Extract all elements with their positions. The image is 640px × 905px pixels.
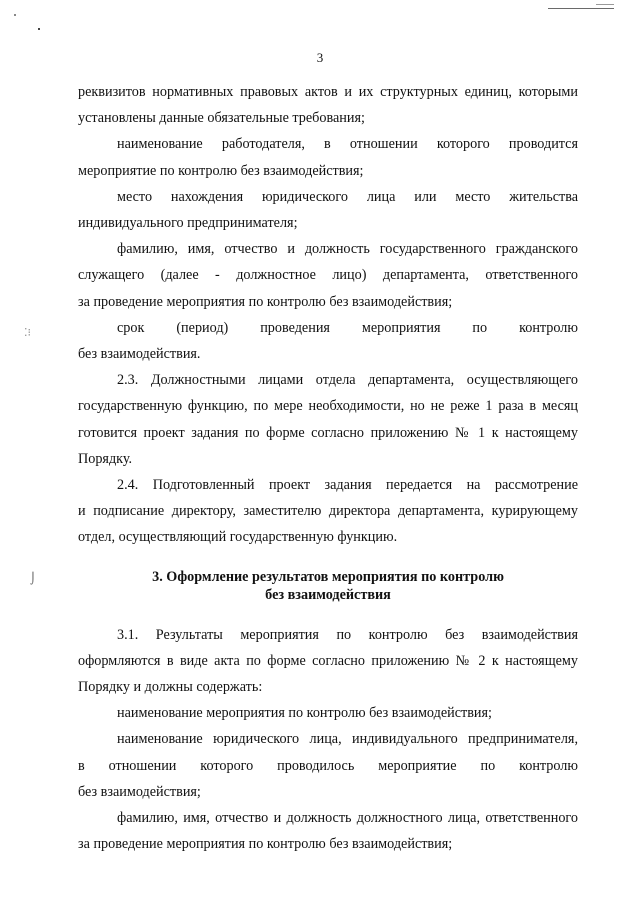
text-line: 3.1. Результаты мероприятия по контролю без взаимодействия <box>117 626 578 643</box>
paragraph <box>78 472 578 551</box>
text-block-section-3 <box>78 622 578 858</box>
section-heading <box>78 568 578 604</box>
scan-dot-left <box>14 14 16 16</box>
paragraph <box>78 315 578 367</box>
text-line: служащего (далее - должностное лицо) департамента, ответственного <box>78 267 578 284</box>
scan-line-top-right <box>548 8 614 9</box>
text-line: Порядку. <box>78 450 133 467</box>
scan-mark-left-2: ⌡ <box>30 572 36 585</box>
paragraph <box>78 700 578 726</box>
section-heading-line-2: без взаимодействия <box>265 586 391 603</box>
paragraph <box>78 131 578 183</box>
text-line: 2.3. Должностными лицами отдела департамента, осуществляющего <box>117 372 578 389</box>
paragraph <box>78 367 578 472</box>
text-line: наименование работодателя, в отношении которого проводится <box>117 136 578 153</box>
paragraph <box>78 622 578 701</box>
text-line: готовится проект задания по форме согласно приложению № 1 к настоящему <box>78 424 578 441</box>
paragraph <box>78 236 578 315</box>
page-number: 3 <box>316 50 324 65</box>
text-line: в отношении которого проводилось мероприятие по контролю <box>78 757 578 774</box>
text-line: фамилию, имя, отчество и должность должностного лица, ответственного <box>117 810 578 827</box>
paragraph <box>78 184 578 236</box>
scan-line-top-right-2 <box>596 4 614 5</box>
text-line: фамилию, имя, отчество и должность государственного гражданского <box>117 241 578 258</box>
section-heading-line-1: 3. Оформление результатов мероприятия по контролю <box>152 568 504 585</box>
paragraph <box>78 726 578 805</box>
document-body <box>78 79 578 857</box>
paragraph <box>78 805 578 857</box>
text-line: оформляются в виде акта по форме согласно приложению № 2 к настоящему <box>78 652 578 669</box>
text-line: срок (период) проведения мероприятия по контролю <box>117 319 578 336</box>
text-line: наименование юридического лица, индивидуального предпринимателя, <box>117 731 578 748</box>
text-line: и подписание директору, заместителю директора департамента, курирующему <box>78 503 578 520</box>
text-line: наименование мероприятия по контролю без взаимодействия; <box>117 705 492 722</box>
text-line: место нахождения юридического лица или место жительства <box>117 188 578 205</box>
paragraph <box>78 79 578 131</box>
text-block-section-2 <box>78 79 578 551</box>
text-line: установлены данные обязательные требования; <box>78 110 365 127</box>
text-line: отдел, осуществляющий государственную функцию. <box>78 529 398 546</box>
text-line: государственную функцию, по мере необходимости, но не реже 1 раза в месяц <box>78 398 578 415</box>
text-line: индивидуального предпринимателя; <box>78 215 298 232</box>
text-line: без взаимодействия. <box>78 346 201 363</box>
text-line: мероприятие по контролю без взаимодействия; <box>78 162 364 179</box>
scan-dot-top-left <box>38 28 40 30</box>
text-line: за проведение мероприятия по контролю без взаимодействия; <box>78 836 453 853</box>
text-line: Порядку и должны содержать: <box>78 679 263 696</box>
text-line: реквизитов нормативных правовых актов и их структурных единиц, которыми <box>78 84 578 100</box>
text-line: за проведение мероприятия по контролю без взаимодействия; <box>78 293 453 310</box>
text-line: без взаимодействия; <box>78 783 201 800</box>
text-line: 2.4. Подготовленный проект задания передается на рассмотрение <box>117 477 578 494</box>
scan-mark-left-1: ⁚⁝ <box>24 326 31 339</box>
